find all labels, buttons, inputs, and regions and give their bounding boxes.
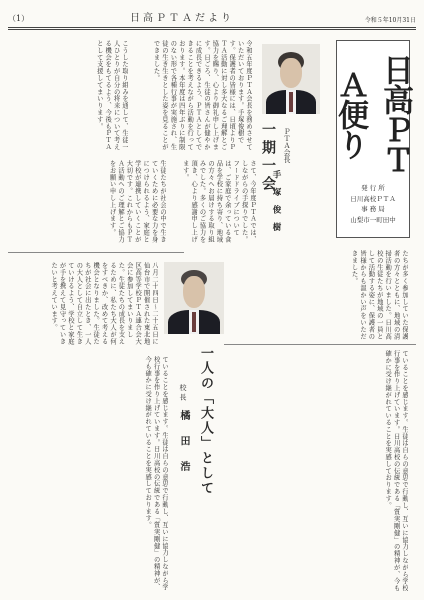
article-continuation-upper-right: たちが多く参加していた保護者の方々とともに、地域の清掃活動を行いました。日川高校の生徒たちが地域の一員として活動する姿に、保護者の皆様からも温かい声をいただきました。 xyxy=(350,250,408,340)
article2-body-lower: ていることを感じます。生徒は自らの意思で行動し、互いに協力しながら学校行事を作り上げています。日川高校の伝統である「質実剛健」の精神が、今も確かに受け継がれていることを実感しております。 xyxy=(144,356,168,591)
article1-author: 手 塚 俊 樹 xyxy=(271,170,281,234)
address: 山梨市一町田中 xyxy=(350,215,396,224)
article2-heading: 一人の「大人」として xyxy=(198,346,213,496)
masthead-logo: 日高ＰＴＡ便り xyxy=(332,54,413,174)
article2-author: 橘 田 浩 xyxy=(178,410,189,477)
issue-date: 令和５年10月31日 xyxy=(364,17,416,24)
article2-role: 校 長 xyxy=(179,384,187,401)
header-rule-bottom xyxy=(8,29,416,30)
page-number: （1） xyxy=(8,14,30,23)
article1-body-lower-cont: 生徒たちが社会の中で生きていくために必要な力を身につけられるよう、家庭と学校が連携していくことが大切です。これからもＰＴＡ活動へのご理解とご協力をお願い申し上げます。 xyxy=(108,160,166,243)
article-continuation-lower-right: ていることを感じます。生徒は自らの意思で行動し、互いに協力しながら学校行事を作り上げています。日川高校の伝統である「質実剛健」の精神が、今も確かに受け継がれていることを実感しております。 xyxy=(384,350,408,592)
masthead xyxy=(332,40,413,238)
newsletter-title: 日高ＰＴＡだより xyxy=(130,13,234,24)
publisher-name: 日川高校ＰＴＡ xyxy=(350,194,396,203)
principal-photo xyxy=(164,262,224,334)
publisher-label: 発 行 所 xyxy=(361,184,385,192)
header-rule-top xyxy=(8,27,416,28)
article1-heading: 一期一会 xyxy=(260,122,276,194)
office-label: 事 務 局 xyxy=(361,205,385,213)
publisher-info xyxy=(340,183,406,225)
president-photo xyxy=(262,44,320,114)
article2-body-upper: 八月二十四日〜二十五日に仙台市で開催された東北地区高等学校ＰＴＡ連合会大会に参加してまいりました。生徒たちの成長を支えるために、私たち大人が何をすべきか、改めて考える機会となりました。生徒たちが社会に出たとき、一人の大人として自立して生きていけるよう、学校と家庭が手を携えて見守っていきたいと考えています。 xyxy=(50,262,158,345)
article1-body-upper: 令和五年度ＰＴＡ会長を務めさせていただいております。手塚俊樹です。保護者の皆様には、日頃よりＰＴＡ活動に対し多大なるご理解とご協力を賜り、心より御礼申し上げます。日ごろ、生徒の皆さんが健やかに成長できるよう、ＰＴＡとしてできることを考えながら活動を行っております。本年度は四年ぶりに制限のない形で各種行事が実施され、生徒の生き生きとした姿を見ることができました。 xyxy=(152,40,252,151)
page-header xyxy=(8,8,416,24)
article1-body-lower: さて、今年度ＰＴＡでは、しながらの手探りでした。フードドライブについては、ご家庭で余っている食品を学校に持ち寄り、地域の方々へお届けする取り組みでした。多くのご協力を頂き、心より感謝申し上げます。 xyxy=(181,160,256,243)
article1-body-upper-cont: こうした取り組みを通して、生徒一人ひとりが自分の将来について考える機会をもてるよう、今後もＰＴＡとして支援してまいります。 xyxy=(95,40,128,151)
right-divider xyxy=(224,344,416,345)
article1-role: ＰＴＡ会長 xyxy=(283,128,291,163)
section-divider xyxy=(8,252,184,253)
